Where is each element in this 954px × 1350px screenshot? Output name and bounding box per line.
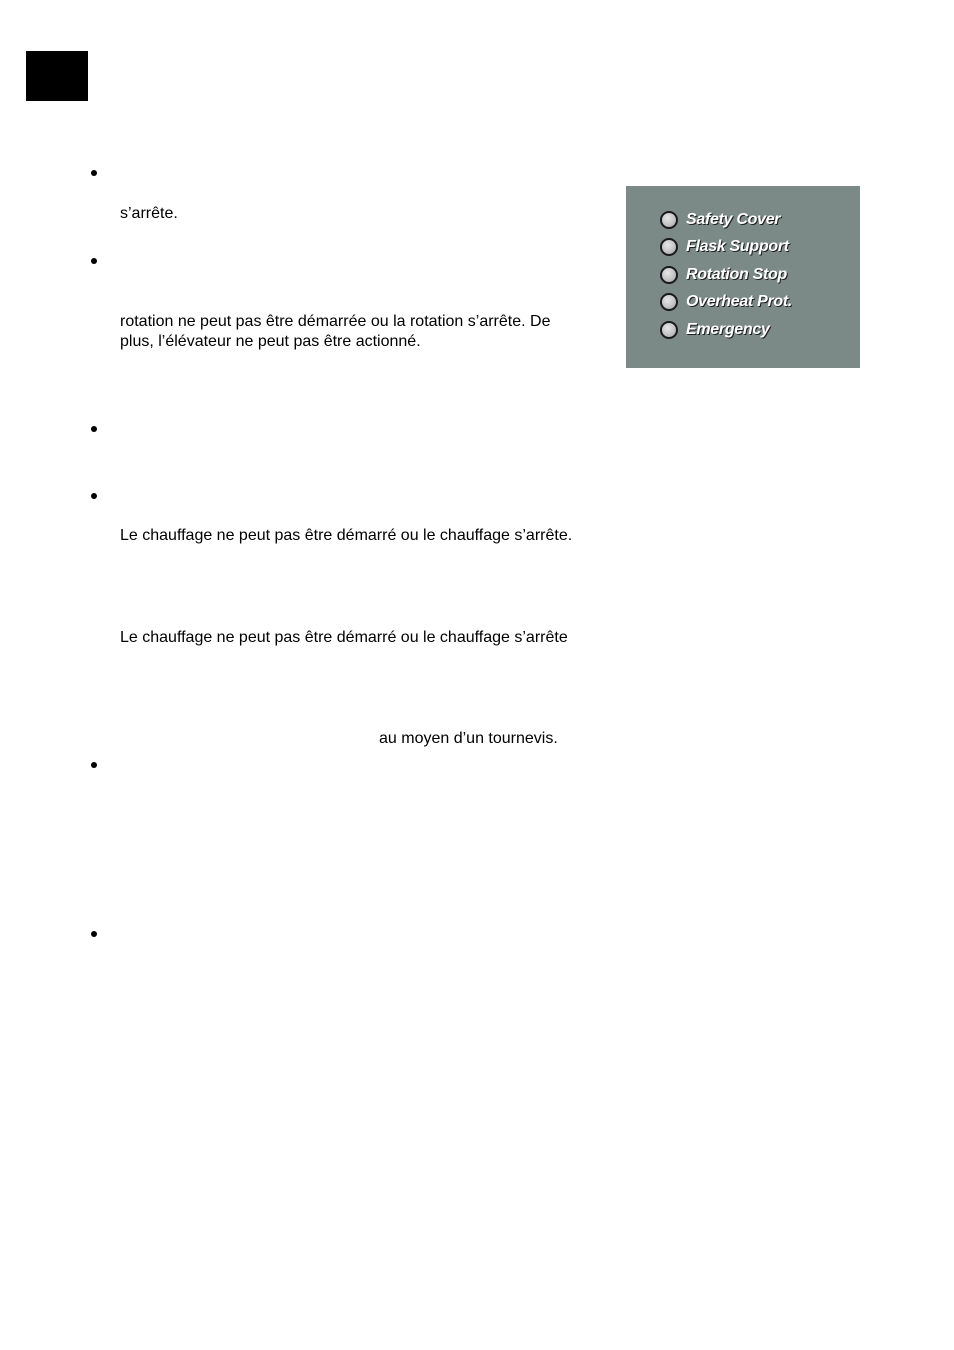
indicator-panel	[626, 186, 860, 368]
bullet-5	[91, 762, 97, 768]
bullet-1	[91, 170, 97, 176]
indicator-flask-support	[660, 236, 789, 258]
paragraph-stop-text: s’arrête.	[120, 205, 178, 222]
indicator-overheat-prot	[660, 291, 792, 313]
bullet-4	[91, 493, 97, 499]
page-marker-block	[26, 51, 88, 101]
indicator-label: Flask Support	[686, 238, 789, 255]
status-led-icon	[660, 266, 678, 284]
status-led-icon	[660, 321, 678, 339]
indicator-rotation-stop	[660, 264, 787, 286]
bullet-2	[91, 258, 97, 264]
paragraph-rotation-line2: plus, l’élévateur ne peut pas être actionné.	[120, 333, 421, 350]
bullet-3	[91, 426, 97, 432]
indicator-label: Overheat Prot.	[686, 293, 793, 310]
status-led-icon	[660, 211, 678, 229]
paragraph-rotation-line1: rotation ne peut pas être démarrée ou la rotation s’arrête. De	[120, 313, 551, 330]
indicator-safety-cover	[660, 209, 780, 231]
paragraph-screwdriver: au moyen d’un tournevis.	[379, 730, 558, 747]
indicator-label: Rotation Stop	[686, 266, 787, 283]
indicator-emergency	[660, 319, 770, 341]
status-led-icon	[660, 238, 678, 256]
bullet-6	[91, 931, 97, 937]
paragraph-heating-2: Le chauffage ne peut pas être démarré ou le chauffage s’arrête	[120, 629, 568, 646]
status-led-icon	[660, 293, 678, 311]
paragraph-heating-1: Le chauffage ne peut pas être démarré ou le chauffage s’arrête.	[120, 527, 573, 544]
indicator-label: Emergency	[686, 321, 770, 338]
indicator-label: Safety Cover	[686, 211, 781, 228]
